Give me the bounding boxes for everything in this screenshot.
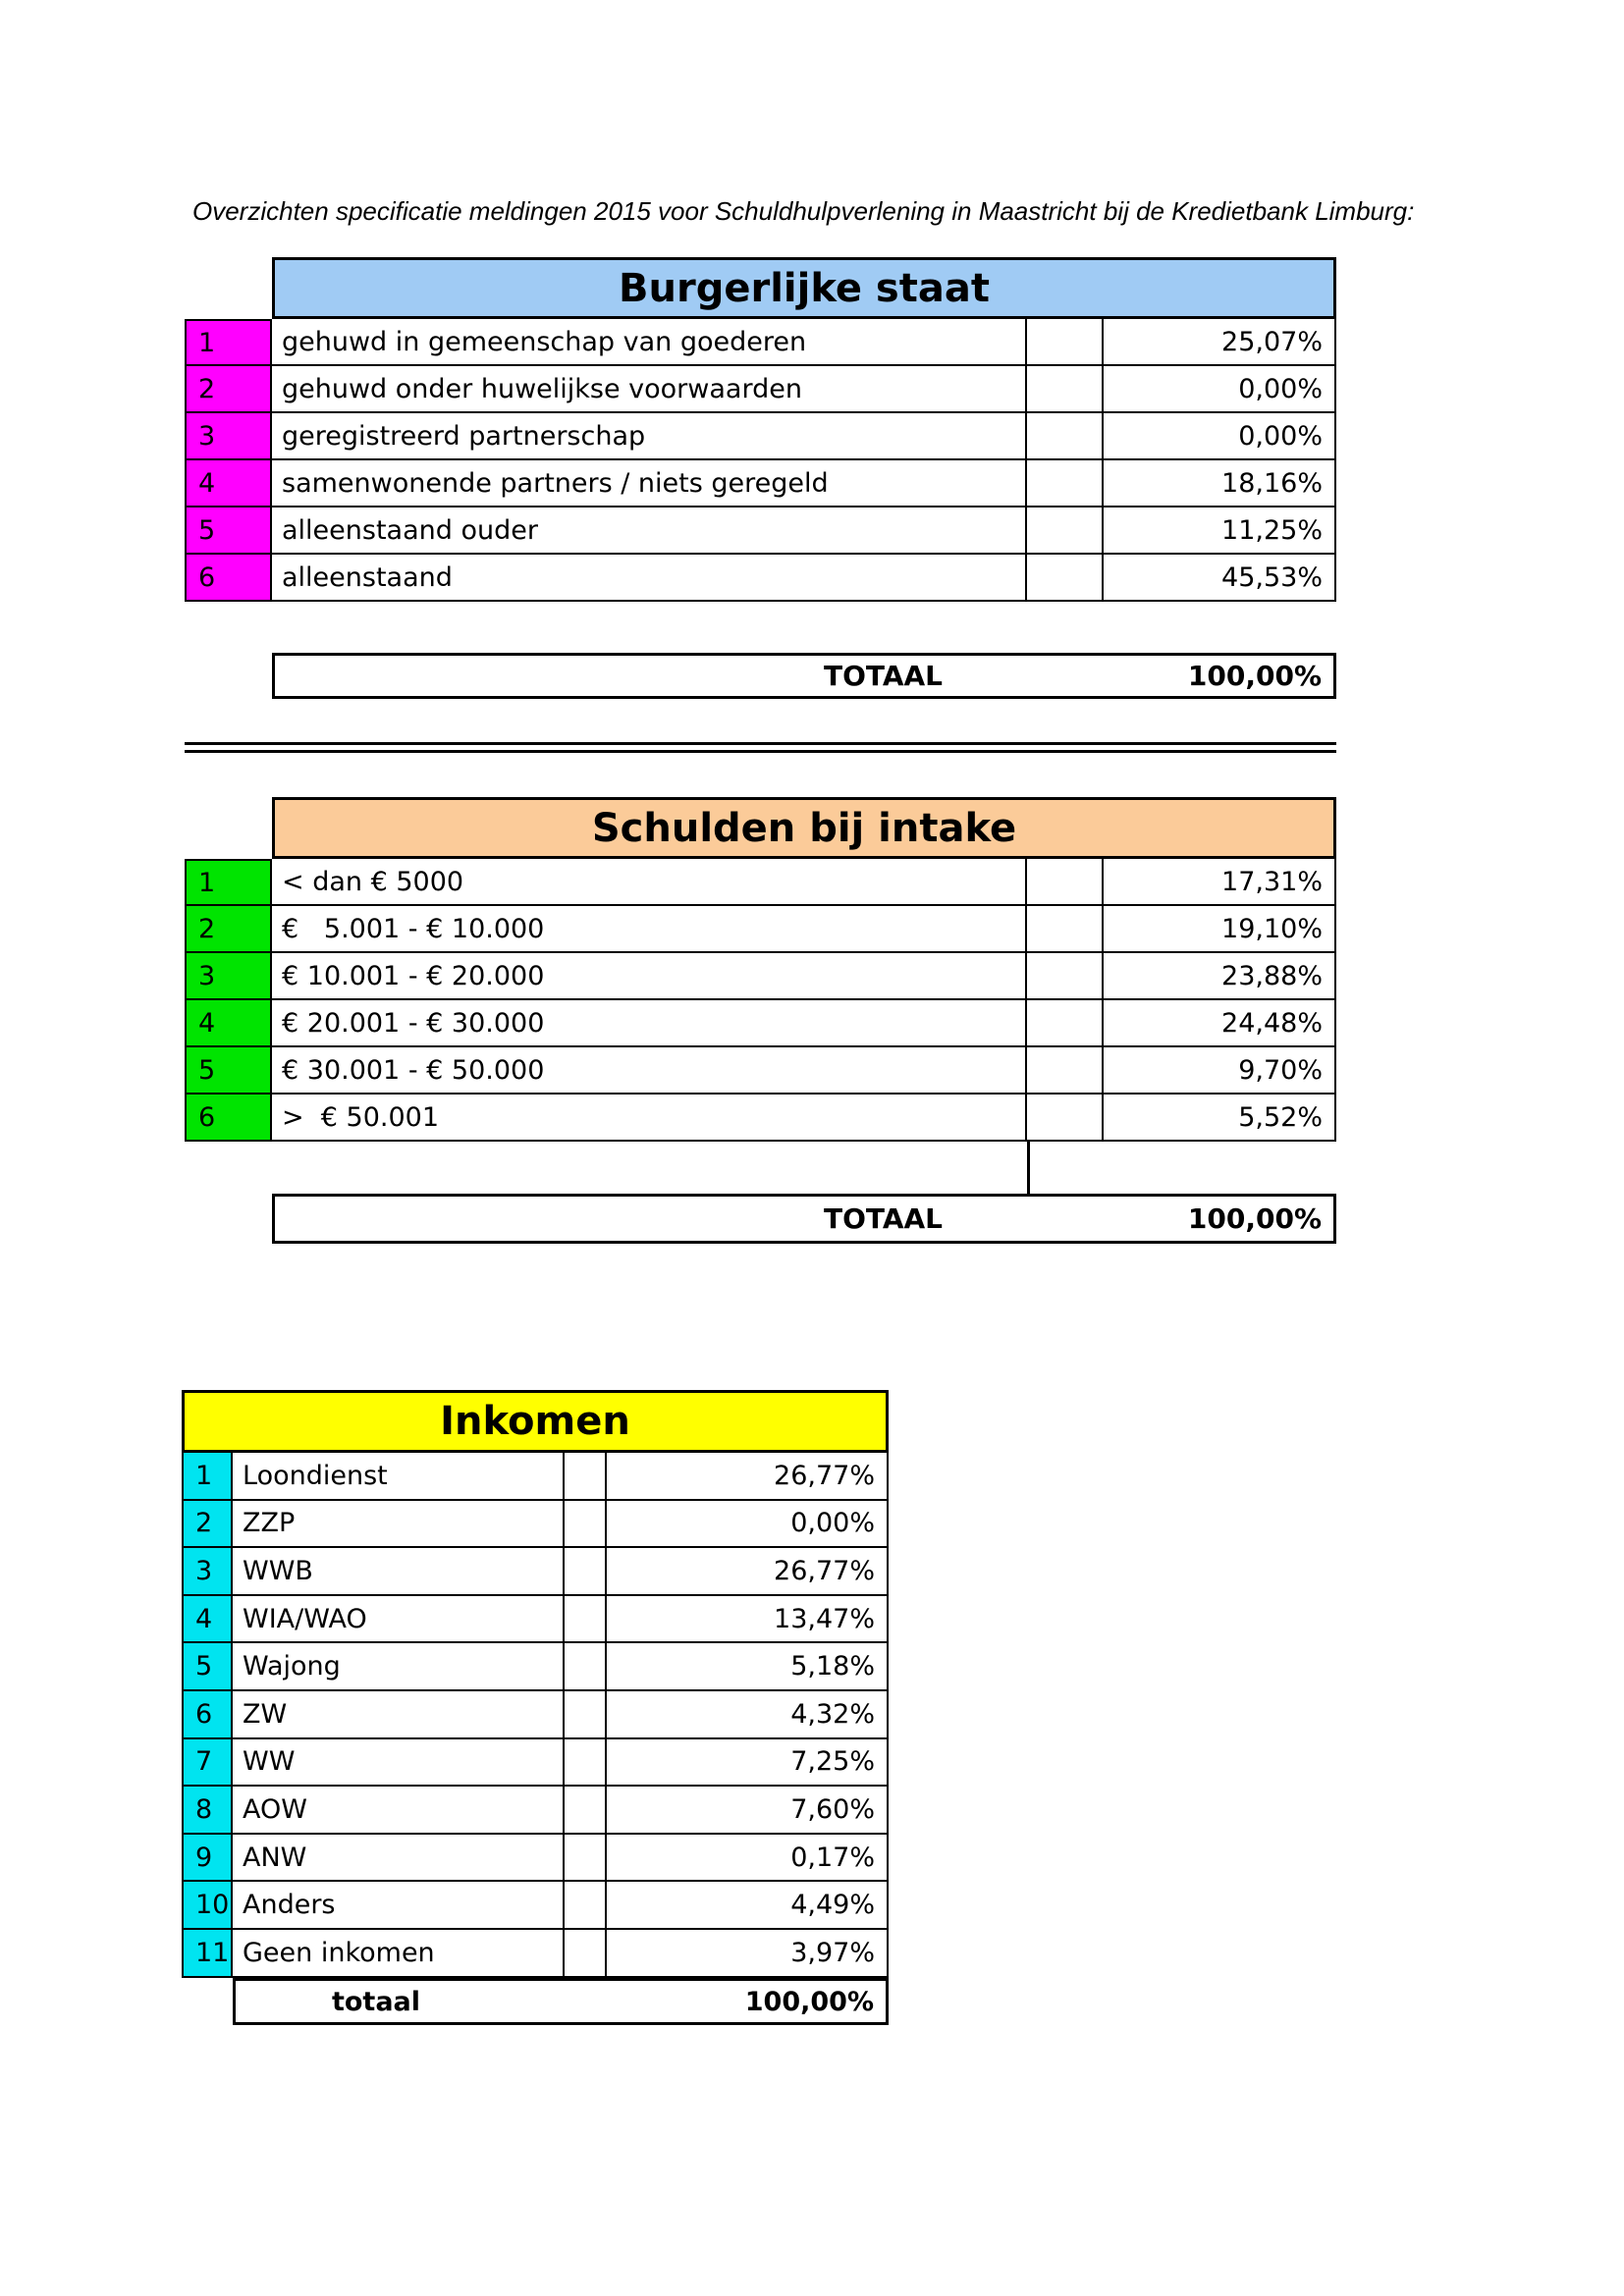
total-label: totaal xyxy=(331,1986,421,2017)
row-value-cell: 24,48% xyxy=(1104,1000,1336,1047)
connector-line xyxy=(1027,1142,1030,1197)
row-gap-cell xyxy=(1027,1000,1104,1047)
row-number-cell: 11 xyxy=(182,1930,233,1978)
table-row xyxy=(185,555,1336,602)
row-value-cell: 5,18% xyxy=(607,1643,889,1691)
row-label-cell: gehuwd onder huwelijkse voorwaarden xyxy=(272,366,1027,413)
table-row xyxy=(182,1548,889,1596)
total-box xyxy=(272,653,1336,699)
row-gap-cell xyxy=(565,1930,607,1978)
row-number-cell: 3 xyxy=(182,1548,233,1596)
row-label-cell: WWB xyxy=(233,1548,565,1596)
table-row xyxy=(185,906,1336,953)
table-row xyxy=(185,1000,1336,1047)
row-number-cell: 3 xyxy=(185,953,272,1000)
table-row xyxy=(185,366,1336,413)
row-gap-cell xyxy=(565,1453,607,1501)
table-row xyxy=(185,413,1336,460)
row-number-cell: 7 xyxy=(182,1739,233,1788)
row-label-cell: samenwonende partners / niets geregeld xyxy=(272,460,1027,507)
row-value-cell: 5,52% xyxy=(1104,1095,1336,1142)
row-number-cell: 3 xyxy=(185,413,272,460)
table-header: Burgerlijke staat xyxy=(272,257,1336,319)
table-row xyxy=(182,1453,889,1501)
row-label-cell: < dan € 5000 xyxy=(272,859,1027,906)
row-value-cell: 23,88% xyxy=(1104,953,1336,1000)
table-row xyxy=(185,1047,1336,1095)
row-gap-cell xyxy=(565,1691,607,1739)
row-number-cell: 6 xyxy=(185,1095,272,1142)
table-rows xyxy=(185,319,1336,602)
row-gap-cell xyxy=(565,1739,607,1788)
row-gap-cell xyxy=(1027,1047,1104,1095)
table-rows xyxy=(182,1453,889,1978)
total-value: 100,00% xyxy=(744,1986,874,2017)
total-label: TOTAAL xyxy=(823,660,943,692)
row-value-cell: 7,25% xyxy=(607,1739,889,1788)
row-label-cell: € 10.001 - € 20.000 xyxy=(272,953,1027,1000)
row-number-cell: 8 xyxy=(182,1787,233,1835)
table-row xyxy=(185,859,1336,906)
row-label-cell: > € 50.001 xyxy=(272,1095,1027,1142)
row-gap-cell xyxy=(1027,319,1104,366)
total-value: 100,00% xyxy=(1187,1202,1322,1235)
table-inkomen xyxy=(182,1390,889,2038)
table-schulden-bij-intake xyxy=(185,797,1336,1263)
row-gap-cell xyxy=(1027,460,1104,507)
row-value-cell: 0,00% xyxy=(1104,366,1336,413)
row-label-cell: ZW xyxy=(233,1691,565,1739)
double-rule-divider xyxy=(185,742,1336,753)
row-number-cell: 4 xyxy=(185,460,272,507)
row-number-cell: 1 xyxy=(185,859,272,906)
page-title: Overzichten specificatie meldingen 2015 voor Schuldhulpverlening in Maastricht bij de Kredietbank Limburg: xyxy=(192,196,1415,226)
row-label-cell: Wajong xyxy=(233,1643,565,1691)
table-burgerlijke-staat xyxy=(185,257,1336,719)
row-gap-cell xyxy=(1027,555,1104,602)
table-row xyxy=(182,1930,889,1978)
row-value-cell: 9,70% xyxy=(1104,1047,1336,1095)
row-label-cell: alleenstaand xyxy=(272,555,1027,602)
row-label-cell: WIA/WAO xyxy=(233,1596,565,1644)
total-box xyxy=(272,1194,1336,1244)
total-label: TOTAAL xyxy=(823,1202,943,1235)
table-row xyxy=(182,1787,889,1835)
table-row xyxy=(182,1691,889,1739)
row-value-cell: 18,16% xyxy=(1104,460,1336,507)
row-gap-cell xyxy=(1027,859,1104,906)
row-label-cell: alleenstaand ouder xyxy=(272,507,1027,555)
row-number-cell: 10 xyxy=(182,1882,233,1930)
table-row xyxy=(182,1501,889,1549)
row-gap-cell xyxy=(565,1835,607,1883)
row-value-cell: 25,07% xyxy=(1104,319,1336,366)
row-value-cell: 4,32% xyxy=(607,1691,889,1739)
table-row xyxy=(185,507,1336,555)
row-number-cell: 1 xyxy=(182,1453,233,1501)
table-rows xyxy=(185,859,1336,1142)
row-number-cell: 1 xyxy=(185,319,272,366)
table-row xyxy=(182,1596,889,1644)
row-value-cell: 0,17% xyxy=(607,1835,889,1883)
row-number-cell: 6 xyxy=(182,1691,233,1739)
row-value-cell: 45,53% xyxy=(1104,555,1336,602)
row-label-cell: € 20.001 - € 30.000 xyxy=(272,1000,1027,1047)
row-number-cell: 2 xyxy=(182,1501,233,1549)
row-gap-cell xyxy=(565,1596,607,1644)
row-value-cell: 7,60% xyxy=(607,1787,889,1835)
row-value-cell: 17,31% xyxy=(1104,859,1336,906)
table-row xyxy=(185,319,1336,366)
table-row xyxy=(182,1643,889,1691)
row-label-cell: gehuwd in gemeenschap van goederen xyxy=(272,319,1027,366)
row-value-cell: 4,49% xyxy=(607,1882,889,1930)
row-gap-cell xyxy=(565,1643,607,1691)
row-number-cell: 2 xyxy=(185,906,272,953)
row-value-cell: 0,00% xyxy=(607,1501,889,1549)
table-row xyxy=(185,1095,1336,1142)
table-row xyxy=(182,1835,889,1883)
row-gap-cell xyxy=(565,1501,607,1549)
row-label-cell: AOW xyxy=(233,1787,565,1835)
row-number-cell: 6 xyxy=(185,555,272,602)
row-number-cell: 5 xyxy=(185,507,272,555)
row-label-cell: geregistreerd partnerschap xyxy=(272,413,1027,460)
row-label-cell: Loondienst xyxy=(233,1453,565,1501)
row-gap-cell xyxy=(1027,906,1104,953)
row-gap-cell xyxy=(1027,507,1104,555)
row-label-cell: WW xyxy=(233,1739,565,1788)
row-value-cell: 11,25% xyxy=(1104,507,1336,555)
row-gap-cell xyxy=(1027,413,1104,460)
row-value-cell: 19,10% xyxy=(1104,906,1336,953)
row-number-cell: 5 xyxy=(185,1047,272,1095)
row-value-cell: 26,77% xyxy=(607,1548,889,1596)
table-row xyxy=(182,1882,889,1930)
row-gap-cell xyxy=(1027,366,1104,413)
row-label-cell: ANW xyxy=(233,1835,565,1883)
row-value-cell: 26,77% xyxy=(607,1453,889,1501)
row-gap-cell xyxy=(1027,1095,1104,1142)
row-gap-cell xyxy=(565,1548,607,1596)
row-label-cell: € 5.001 - € 10.000 xyxy=(272,906,1027,953)
table-row xyxy=(185,953,1336,1000)
row-number-cell: 2 xyxy=(185,366,272,413)
row-label-cell: ZZP xyxy=(233,1501,565,1549)
table-header: Inkomen xyxy=(182,1390,889,1453)
row-label-cell: Anders xyxy=(233,1882,565,1930)
table-row xyxy=(182,1739,889,1788)
table-header: Schulden bij intake xyxy=(272,797,1336,859)
total-box xyxy=(233,1978,889,2025)
row-number-cell: 5 xyxy=(182,1643,233,1691)
row-number-cell: 4 xyxy=(185,1000,272,1047)
row-gap-cell xyxy=(1027,953,1104,1000)
row-value-cell: 3,97% xyxy=(607,1930,889,1978)
row-number-cell: 4 xyxy=(182,1596,233,1644)
row-gap-cell xyxy=(565,1787,607,1835)
total-value: 100,00% xyxy=(1187,660,1322,692)
row-value-cell: 13,47% xyxy=(607,1596,889,1644)
row-label-cell: € 30.001 - € 50.000 xyxy=(272,1047,1027,1095)
row-label-cell: Geen inkomen xyxy=(233,1930,565,1978)
row-value-cell: 0,00% xyxy=(1104,413,1336,460)
table-row xyxy=(185,460,1336,507)
row-number-cell: 9 xyxy=(182,1835,233,1883)
row-gap-cell xyxy=(565,1882,607,1930)
